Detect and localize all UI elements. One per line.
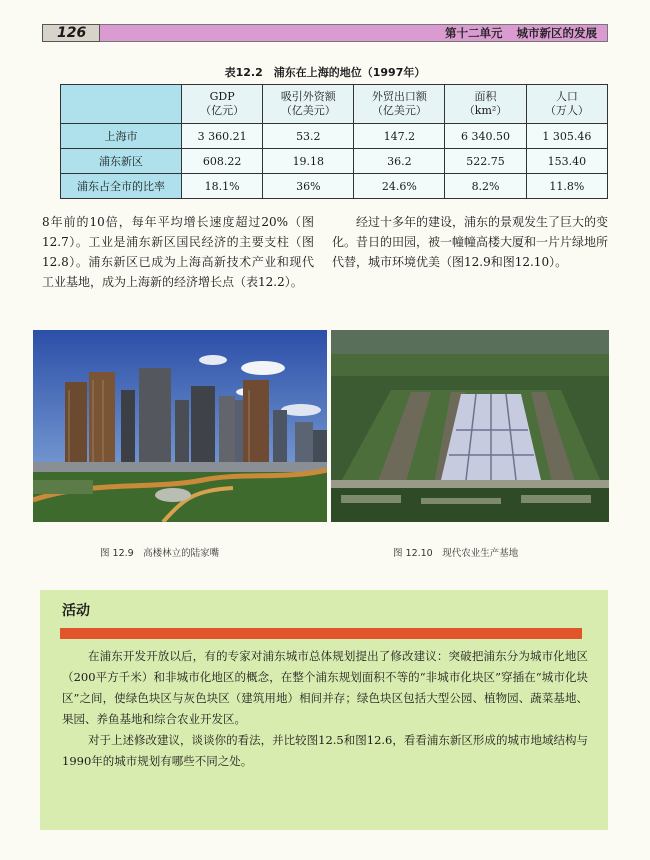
- figure-caption-skyline: 图 12.9 高楼林立的陆家嘴: [100, 548, 220, 559]
- table-row: [61, 174, 608, 199]
- page-number: 126: [42, 24, 100, 42]
- chapter-title: 城市新区的发展: [516, 26, 597, 40]
- table-cell: 153.40: [526, 149, 607, 174]
- header-bar: [100, 24, 608, 42]
- activity-title: 活动: [62, 603, 90, 619]
- table-cell: 3 360.21: [182, 124, 263, 149]
- pudong-status-table: [60, 84, 608, 199]
- table-cell: 24.6%: [354, 174, 445, 199]
- column-header-gdp: GDP （亿元）: [182, 85, 263, 124]
- activity-divider: [60, 628, 582, 639]
- column-header-area: 面积 （km²）: [445, 85, 526, 124]
- table-cell: 18.1%: [182, 174, 263, 199]
- table-cell: 6 340.50: [445, 124, 526, 149]
- column-header-population: 人口 （万人）: [526, 85, 607, 124]
- table-cell: 53.2: [263, 124, 354, 149]
- table-cell: 11.8%: [526, 174, 607, 199]
- row-label: 浦东新区: [61, 149, 182, 174]
- figure-caption-agriculture: 图 12.10 现代农业生产基地: [393, 548, 519, 559]
- activity-box: [40, 590, 608, 830]
- column-header-foreign-investment: 吸引外资额 （亿美元）: [263, 85, 354, 124]
- table-cell: 608.22: [182, 149, 263, 174]
- agriculture-base-photo: [331, 330, 609, 522]
- table-row: [61, 124, 608, 149]
- row-label: 浦东占全市的比率: [61, 174, 182, 199]
- table-cell: 147.2: [354, 124, 445, 149]
- table-cell: 8.2%: [445, 174, 526, 199]
- activity-paragraph: 在浦东开发开放以后，有的专家对浦东城市总体规划提出了修改建议：突破把浦东分为城市化地区（200平方千米）和非城市化地区的概念，在整个浦东规划面积不等的“非城市化块区”穿插在“城市化块区”之间，使绿色块区与灰色块区（建筑用地）相间并存；绿色块区包括大型公园、植物园、蔬菜基地、果园、养鱼基地和综合农业开发区。: [62, 649, 588, 726]
- table-header-row: [61, 85, 608, 124]
- row-label: 上海市: [61, 124, 182, 149]
- page-header: [42, 24, 608, 42]
- table-cell: 1 305.46: [526, 124, 607, 149]
- table-row: [61, 149, 608, 174]
- lujiazui-skyline-photo: [33, 330, 327, 522]
- table-corner-cell: [61, 85, 182, 124]
- activity-text: [62, 646, 588, 772]
- table-cell: 522.75: [445, 149, 526, 174]
- activity-paragraph: 对于上述修改建议，谈谈你的看法，并比较图12.5和图12.6，看看浦东新区形成的城市地域结构与1990年的城市规划有哪些不同之处。: [62, 733, 588, 768]
- table-cell: 36.2: [354, 149, 445, 174]
- body-text-left: 8年前的10倍，每年平均增长速度超过20%（图12.7）。工业是浦东新区国民经济的主要支柱（图12.8）。浦东新区已成为上海高新技术产业和现代工业基地，成为上海新的经济增长点（表12.2）。: [42, 215, 314, 289]
- table-cell: 36%: [263, 174, 354, 199]
- body-text-right: 经过十多年的建设，浦东的景观发生了巨大的变化。昔日的田园，被一幢幢高楼大厦和一片片绿地所代替，城市环境优美（图12.9和图12.10）。: [332, 215, 609, 269]
- table-cell: 19.18: [263, 149, 354, 174]
- unit-title: 第十二单元: [445, 26, 503, 40]
- column-header-exports: 外贸出口额 （亿美元）: [354, 85, 445, 124]
- table-caption: 表12.2 浦东在上海的地位（1997年）: [224, 66, 426, 79]
